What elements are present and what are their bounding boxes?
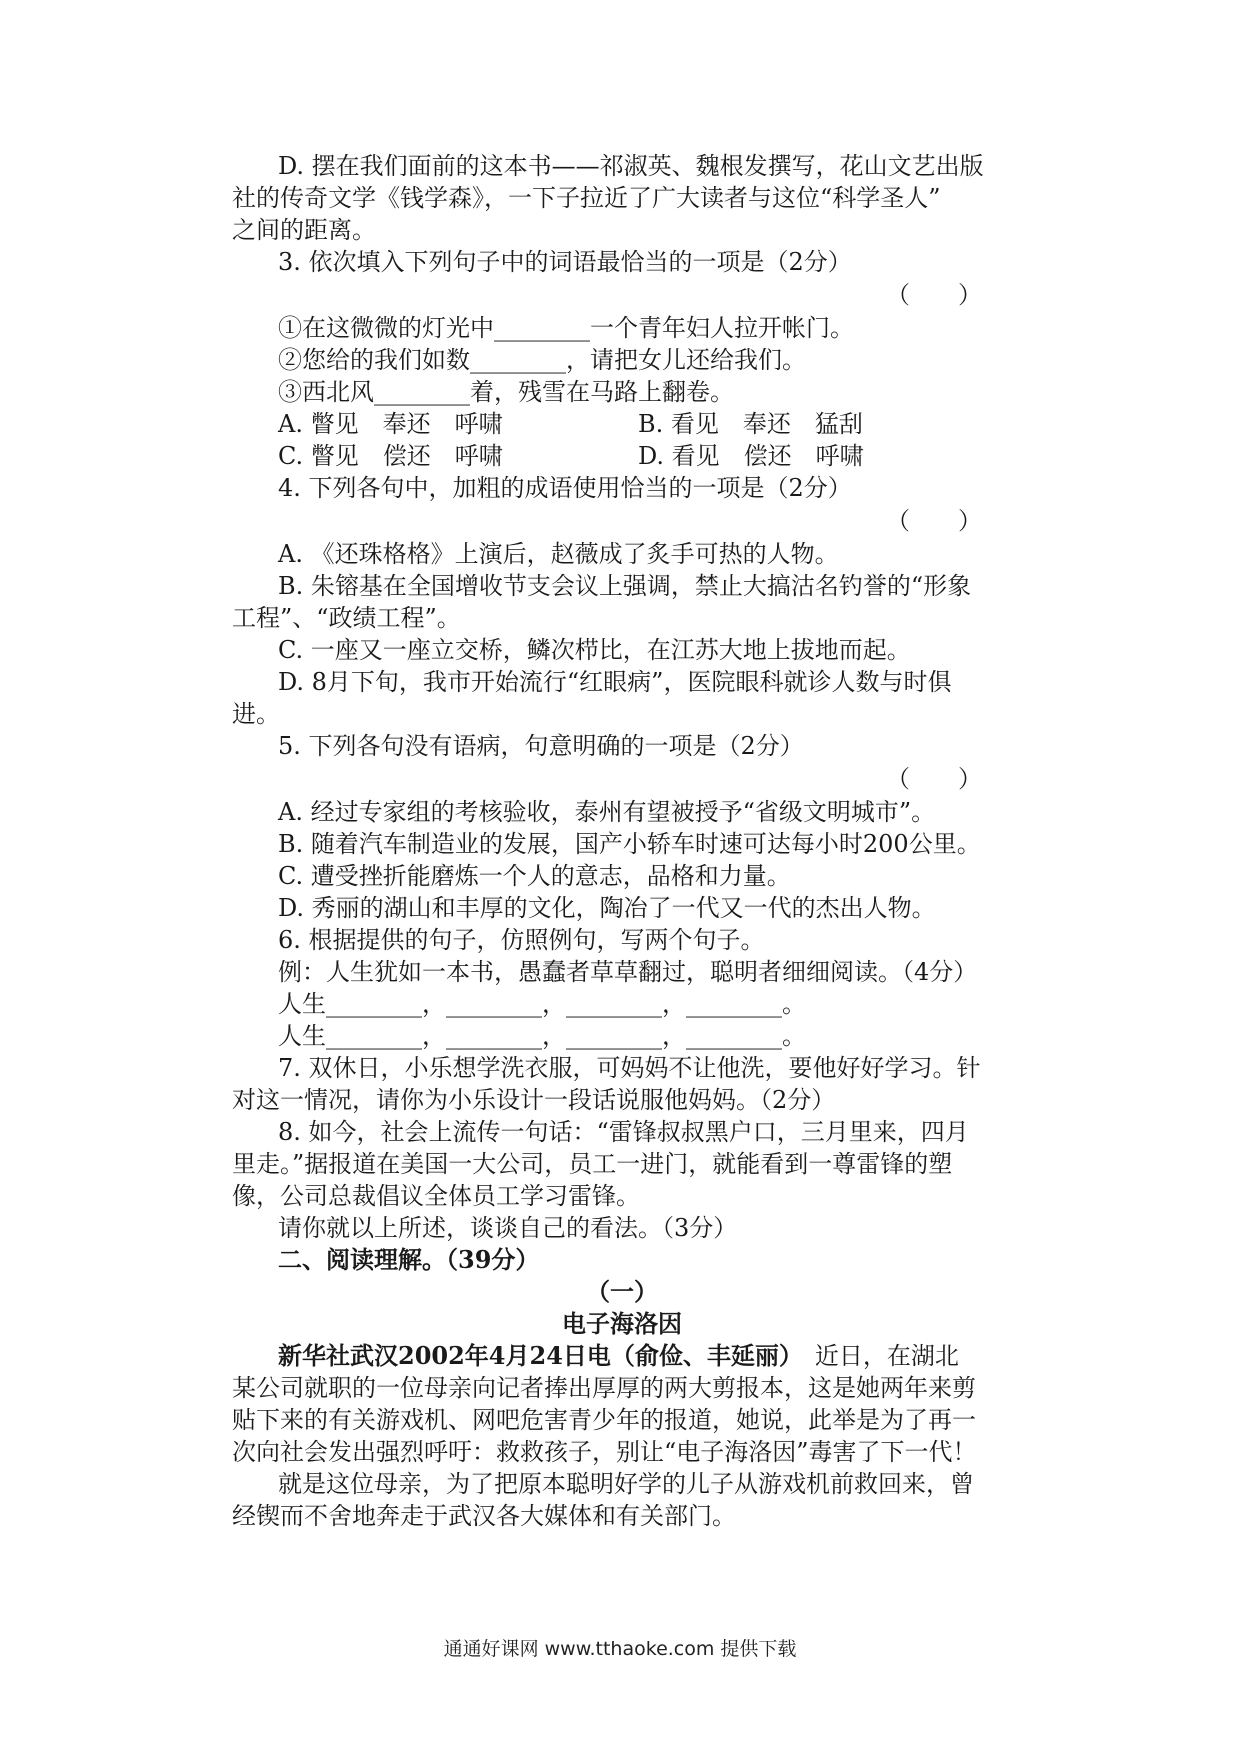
answer-paren-q3: （ ） [886,281,982,309]
q6-example: 例：人生犹如一本书，愚蠢者草草翻过，聪明者细细阅读。（4分） [278,958,978,986]
question-8-line1: 8. 如今，社会上流传一句话：“雷锋叔叔黑户口，三月里来，四月 [278,1118,969,1146]
article-title: 电子海洛因 [562,1309,682,1338]
q2-option-d-line1: D. 摆在我们面前的这本书——祁淑英、魏根发撰写，花山文艺出版 [278,152,984,180]
q3-sentence-3: ③西北风________着，残雪在马路上翻卷。 [278,378,734,406]
q6-blank-2: 人生________，________，________，________。 [278,1022,806,1050]
q5-option-b: B. 随着汽车制造业的发展，国产小轿车时速可达每小时200公里。 [278,830,981,858]
q4-option-b-line2: 工程”、“政绩工程”。 [232,604,461,632]
footer-source: 通通好课网 www.tthaoke.com 提供下载 [443,1638,797,1660]
q2-option-d-line2: 社的传奇文学《钱学森》，一下子拉近了广大读者与这位“科学圣人” [232,184,941,212]
q4-option-b-line1: B. 朱镕基在全国增收节支会议上强调，禁止大搞沽名钓誉的“形象 [278,572,972,600]
q3-options-row1 [232,408,1012,440]
q3-options-row2 [232,440,1012,472]
question-6: 6. 根据提供的句子，仿照例句，写两个句子。 [278,926,765,954]
q3-option-c: C. 瞥见 偿还 呼啸 [278,442,503,470]
q5-option-d: D. 秀丽的湖山和丰厚的文化，陶冶了一代又一代的杰出人物。 [278,894,936,922]
q4-option-c: C. 一座又一座立交桥，鳞次栉比，在江苏大地上拔地而起。 [278,636,911,664]
question-3: 3. 依次填入下列句子中的词语最恰当的一项是（2分） [278,248,852,276]
q5-option-c: C. 遭受挫折能磨炼一个人的意志，品格和力量。 [278,862,791,890]
answer-paren-q5: （ ） [886,765,982,793]
article-paragraph-2-line2: 经锲而不舍地奔走于武汉各大媒体和有关部门。 [232,1502,736,1530]
q4-option-a: A. 《还珠格格》上演后，赵薇成了炙手可热的人物。 [278,540,839,568]
question-8-prompt: 请你就以上所述，谈谈自己的看法。（3分） [278,1214,738,1242]
question-7-line2: 对这一情况，请你为小乐设计一段话说服他妈妈。（2分） [232,1086,836,1114]
q3-option-b: B. 看见 奉还 猛刮 [638,410,863,438]
exam-page [232,150,1012,1532]
q4-option-d-line2: 进。 [232,700,280,728]
question-7-line1: 7. 双休日，小乐想学洗衣服，可妈妈不让他洗，要他好好学习。针 [278,1054,981,1082]
question-8-line3: 像，公司总裁倡议全体员工学习雷锋。 [232,1182,640,1210]
q3-option-d: D. 看见 偿还 呼啸 [638,442,864,470]
q5-option-a: A. 经过专家组的考核验收，泰州有望被授予“省级文明城市”。 [278,798,936,826]
section-2-heading: 二、阅读理解。（39分） [278,1245,540,1274]
article-dateline: 新华社武汉2002年4月24日电（俞俭、丰延丽） [278,1341,791,1370]
answer-paren-q4: （ ） [886,507,982,535]
question-5: 5. 下列各句没有语病，句意明确的一项是（2分） [278,732,804,760]
q2-option-d-line3: 之间的距离。 [232,216,376,244]
article-paragraph-1-line1 [232,1340,1012,1372]
article-paragraph-1-line2: 某公司就职的一位母亲向记者捧出厚厚的两大剪报本，这是她两年来剪 [232,1374,976,1402]
q3-option-a: A. 瞥见 奉还 呼啸 [278,410,503,438]
article-paragraph-1-line4: 次向社会发出强烈呼吁：救救孩子，别让“电子海洛因”毒害了下一代！ [232,1438,977,1466]
article-paragraph-2-line1: 就是这位母亲，为了把原本聪明好学的儿子从游戏机前救回来，曾 [278,1470,974,1498]
question-4: 4. 下列各句中，加粗的成语使用恰当的一项是（2分） [278,474,852,502]
reading-part-1-label: （一） [586,1277,658,1306]
article-p1-start: 近日，在湖北 [790,1342,959,1370]
question-8-line2: 里走。”据报道在美国一大公司，员工一进门，就能看到一尊雷锋的塑 [232,1150,953,1178]
q6-blank-1: 人生________，________，________，________。 [278,990,806,1018]
q3-sentence-2: ②您给的我们如数________，请把女儿还给我们。 [278,346,806,374]
article-paragraph-1-line3: 贴下来的有关游戏机、网吧危害青少年的报道，她说，此举是为了再一 [232,1406,976,1434]
q4-option-d-line1: D. 8月下旬，我市开始流行“红眼病”，医院眼科就诊人数与时俱 [278,668,952,696]
q3-sentence-1: ①在这微微的灯光中________一个青年妇人拉开帐门。 [278,314,854,342]
